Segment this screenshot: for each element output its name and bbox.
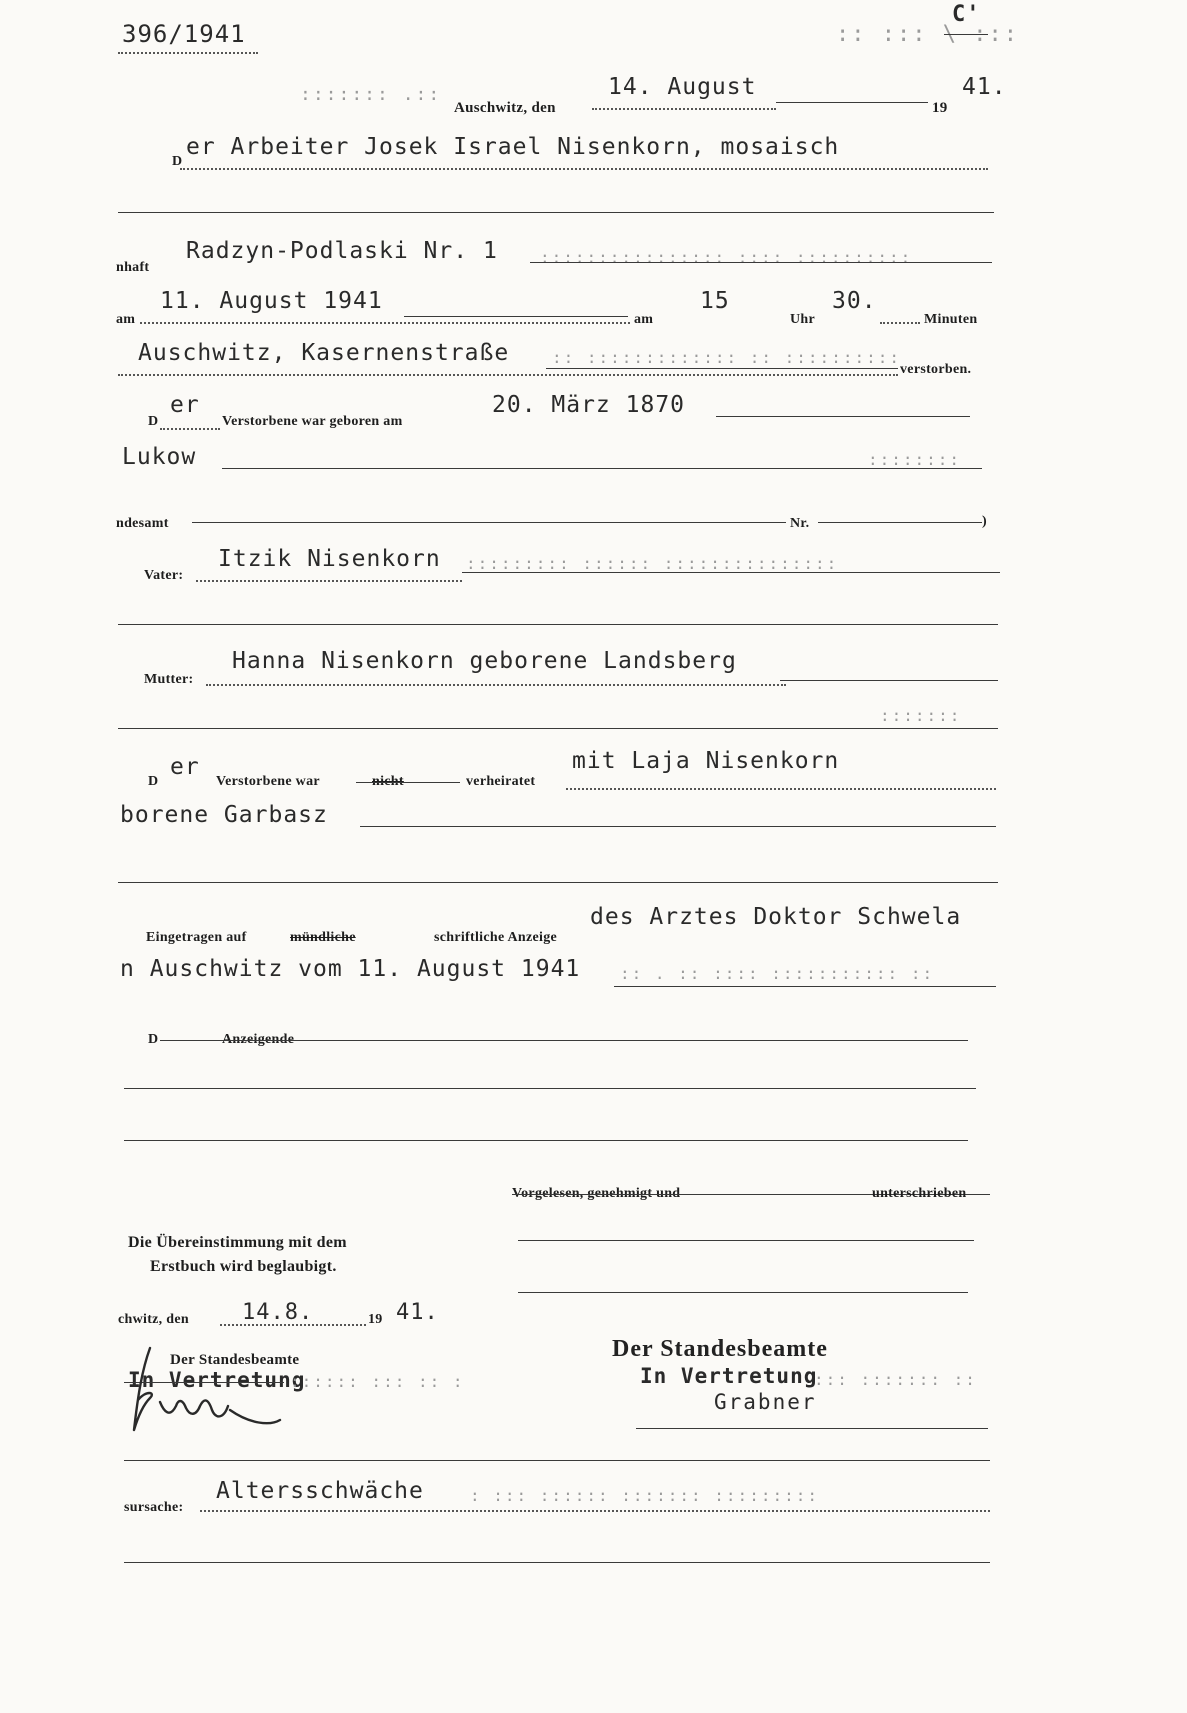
article-prefix: D	[172, 154, 183, 169]
birth-label: Verstorbene war geboren am	[222, 414, 403, 429]
residence-value: Radzyn-Podlaski Nr. 1	[186, 238, 498, 264]
cause-blank-line	[124, 1562, 990, 1563]
cause-label: sursache:	[124, 1500, 184, 1515]
birth-date-line	[716, 416, 970, 417]
year-value: 41.	[962, 74, 1007, 100]
date-line	[776, 102, 928, 103]
residence-faint: :::::::::::::::: :::: ::::::::::	[540, 248, 913, 267]
cert-date-dotline	[220, 1324, 366, 1326]
cause-faint: : ::: :::::: ::::::: :::::::::	[470, 1486, 819, 1505]
birth-article: er	[170, 392, 200, 418]
hour-label: Uhr	[790, 312, 816, 327]
cert-line-2: Erstbuch wird beglaubigt.	[150, 1258, 337, 1275]
deceased-name: er Arbeiter Josek Israel Nisenkorn, mosaisch	[186, 134, 840, 160]
mother-dotline	[206, 684, 786, 686]
death-place-dotline	[118, 374, 898, 376]
death-place: Auschwitz, Kasernenstraße	[138, 340, 510, 366]
father-dotline	[196, 580, 462, 582]
residence-label: nhaft	[116, 260, 150, 275]
father-faint: ::::::::: :::::: :::::::::::::::	[466, 554, 839, 573]
mother-faint: :::::::	[880, 706, 962, 725]
marriage-strike-line	[356, 782, 460, 783]
place-date-label: Auschwitz, den	[454, 100, 556, 116]
name-dotline	[180, 168, 988, 170]
birth-place: Lukow	[122, 444, 197, 470]
date-day-month: 14. August	[608, 74, 757, 100]
stamp-remnant: :: ::: \ :::	[836, 22, 1019, 47]
death-am-label: am	[634, 312, 654, 327]
death-date-dotline	[140, 322, 630, 324]
marriage-article: er	[170, 754, 200, 780]
corner-underline	[944, 34, 988, 35]
registry-line	[192, 522, 786, 523]
notice-entered-label: Eingetragen auf	[146, 930, 247, 945]
spouse-name: mit Laja Nisenkorn	[572, 748, 840, 774]
cause-dotline	[200, 1510, 990, 1512]
registry-label: ndesamt	[116, 516, 169, 531]
death-place-line	[546, 368, 898, 369]
birth-date: 20. März 1870	[492, 392, 686, 418]
number-line	[818, 522, 982, 523]
married-label: verheiratet	[466, 774, 536, 789]
cert-year-prefix: 19	[368, 1312, 383, 1327]
mother-name: Hanna Nisenkorn geborene Landsberg	[232, 648, 737, 674]
mother-blank-line	[118, 728, 998, 729]
corner-mark: C'	[952, 2, 981, 27]
spouse-cont: borene Garbasz	[120, 802, 328, 828]
notice-line	[614, 986, 996, 987]
register-number: 396/1941	[122, 20, 246, 48]
read-label: Vorgelesen, genehmigt und	[512, 1186, 681, 1201]
date-dotline	[592, 108, 776, 110]
informant-blank-2	[124, 1140, 968, 1141]
blank-line-1	[118, 212, 994, 213]
spouse-cont-line	[360, 826, 996, 827]
father-label: Vater:	[144, 568, 184, 583]
marriage-struck-word: nicht	[372, 774, 404, 789]
registrar-title: Der Standesbeamte	[612, 1336, 828, 1362]
cert-deputy: In Vertretung	[128, 1368, 306, 1392]
marriage-label: Verstorbene war	[216, 774, 320, 789]
birth-article-prefix: D	[148, 414, 159, 429]
sign-line-2	[518, 1292, 968, 1293]
father-blank-line	[118, 624, 998, 625]
minutes-label: Minuten	[924, 312, 978, 327]
death-date-value: 11. August 1941	[160, 288, 383, 314]
cert-date: 14.8.	[242, 1300, 314, 1325]
cert-faint: :::::: ::: :: :	[290, 1372, 465, 1391]
notice-source: des Arztes Doktor Schwela	[590, 904, 962, 930]
notice-written-label: schriftliche Anzeige	[434, 930, 558, 945]
registrar-name: Grabner	[714, 1390, 817, 1414]
father-line	[462, 572, 1000, 573]
cert-year: 41.	[396, 1300, 439, 1325]
spouse-dotline	[566, 788, 996, 790]
death-place-faint: :: ::::::::::::: :: ::::::::::	[552, 348, 901, 367]
bottom-divider	[124, 1460, 990, 1461]
residence-line	[530, 262, 992, 263]
signed-label: unterschrieben	[872, 1186, 967, 1201]
informant-line	[160, 1040, 968, 1041]
cert-place-label: chwitz, den	[118, 1312, 189, 1327]
mother-label: Mutter:	[144, 672, 194, 687]
sign-line-1	[518, 1240, 974, 1241]
registrar-line	[636, 1428, 988, 1429]
cert-registrar-title: Der Standesbeamte	[170, 1352, 300, 1368]
cert-signature-icon	[120, 1340, 290, 1440]
informant-article-prefix: D	[148, 1032, 159, 1047]
faint-preprint: ::::::: .::	[300, 84, 442, 105]
birth-article-dotline	[160, 428, 220, 430]
registrar-deputy: In Vertretung	[640, 1364, 818, 1388]
informant-blank-1	[124, 1088, 976, 1089]
marriage-article-prefix: D	[148, 774, 159, 789]
death-date-line	[404, 316, 628, 317]
informant-label: Anzeigende	[222, 1032, 295, 1047]
death-minutes: 30.	[832, 288, 877, 314]
year-prefix: 19	[932, 100, 948, 116]
death-hour: 15	[700, 288, 730, 314]
cert-line-1: Die Übereinstimmung mit dem	[128, 1234, 347, 1251]
father-name: Itzik Nisenkorn	[218, 546, 441, 572]
number-label: Nr.	[790, 516, 810, 531]
minutes-dotline	[880, 322, 920, 324]
notice-struck-label: mündliche	[290, 930, 356, 945]
notice-source-cont: n Auschwitz vom 11. August 1941	[120, 956, 581, 982]
birth-place-faint: ::::::::	[868, 450, 962, 469]
died-label: verstorben.	[900, 362, 972, 377]
registrar-faint: ::: ::::::: ::	[814, 1370, 977, 1389]
mother-line	[780, 680, 998, 681]
register-underline	[118, 52, 258, 54]
notice-faint: :: . :: :::: ::::::::::: ::	[620, 964, 935, 983]
closing-paren: )	[982, 514, 987, 529]
marriage-blank-line	[118, 882, 998, 883]
cause-value: Altersschwäche	[216, 1478, 424, 1504]
death-date-label: am	[116, 312, 136, 327]
